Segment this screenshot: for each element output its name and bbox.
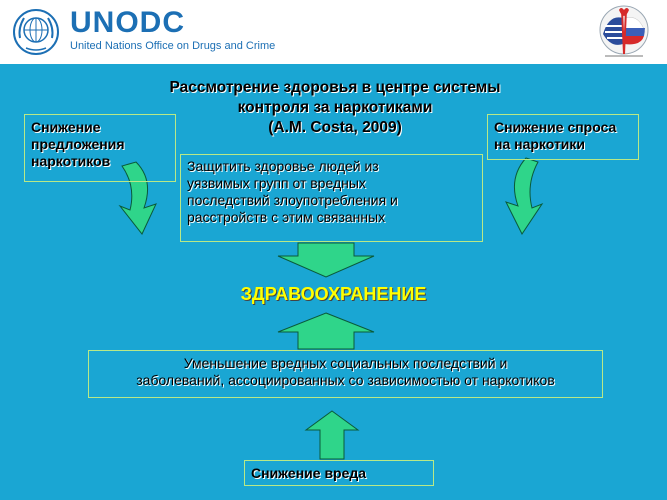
supply-reduction-line-2: предложения bbox=[31, 136, 125, 152]
arrow-up-small-icon bbox=[304, 410, 360, 460]
healthcare-label: ЗДРАВООХРАНЕНИЕ bbox=[240, 284, 427, 304]
harm-reduction-label: Снижение вреда bbox=[251, 465, 367, 481]
un-emblem-icon bbox=[12, 8, 60, 56]
logo-subtitle: United Nations Office on Drugs and Crime bbox=[70, 40, 276, 52]
arrow-down-icon bbox=[276, 242, 376, 278]
header-bar bbox=[0, 0, 667, 64]
partner-logo-icon bbox=[589, 4, 659, 60]
diagram-title-line-2: контроля за наркотиками bbox=[237, 99, 433, 116]
harm-reduction-box bbox=[244, 460, 434, 486]
demand-reduction-line-2: на наркотики bbox=[494, 136, 586, 152]
supply-reduction-line-3: наркотиков bbox=[31, 153, 111, 169]
protect-health-line-2: уязвимых групп от вредных bbox=[187, 175, 366, 191]
diagram-title-line-3: (A.M. Costa, 2009) bbox=[268, 119, 402, 136]
supply-reduction-box bbox=[24, 114, 176, 182]
diagram-title-line-1: Рассмотрение здоровья в центре системы bbox=[169, 79, 501, 96]
curved-arrow-right-icon bbox=[494, 156, 564, 240]
demand-reduction-line-1: Снижение спроса bbox=[494, 119, 617, 135]
protect-health-line-1: Защитить здоровье людей из bbox=[187, 158, 379, 174]
demand-reduction-box bbox=[487, 114, 639, 160]
protect-health-line-4: расстройств с этим связанных bbox=[187, 209, 386, 225]
harm-consequences-box bbox=[88, 350, 603, 398]
logo-text: UNODC bbox=[70, 6, 185, 39]
arrow-up-icon bbox=[276, 312, 376, 350]
protect-health-line-3: последствий злоупотребления и bbox=[187, 192, 398, 208]
harm-consequences-line-2: заболеваний, ассоциированных со зависимостью от наркотиков bbox=[136, 372, 555, 388]
protect-health-box bbox=[180, 154, 483, 242]
supply-reduction-line-1: Снижение bbox=[31, 119, 101, 135]
harm-consequences-line-1: Уменьшение вредных социальных последствий и bbox=[183, 355, 508, 371]
